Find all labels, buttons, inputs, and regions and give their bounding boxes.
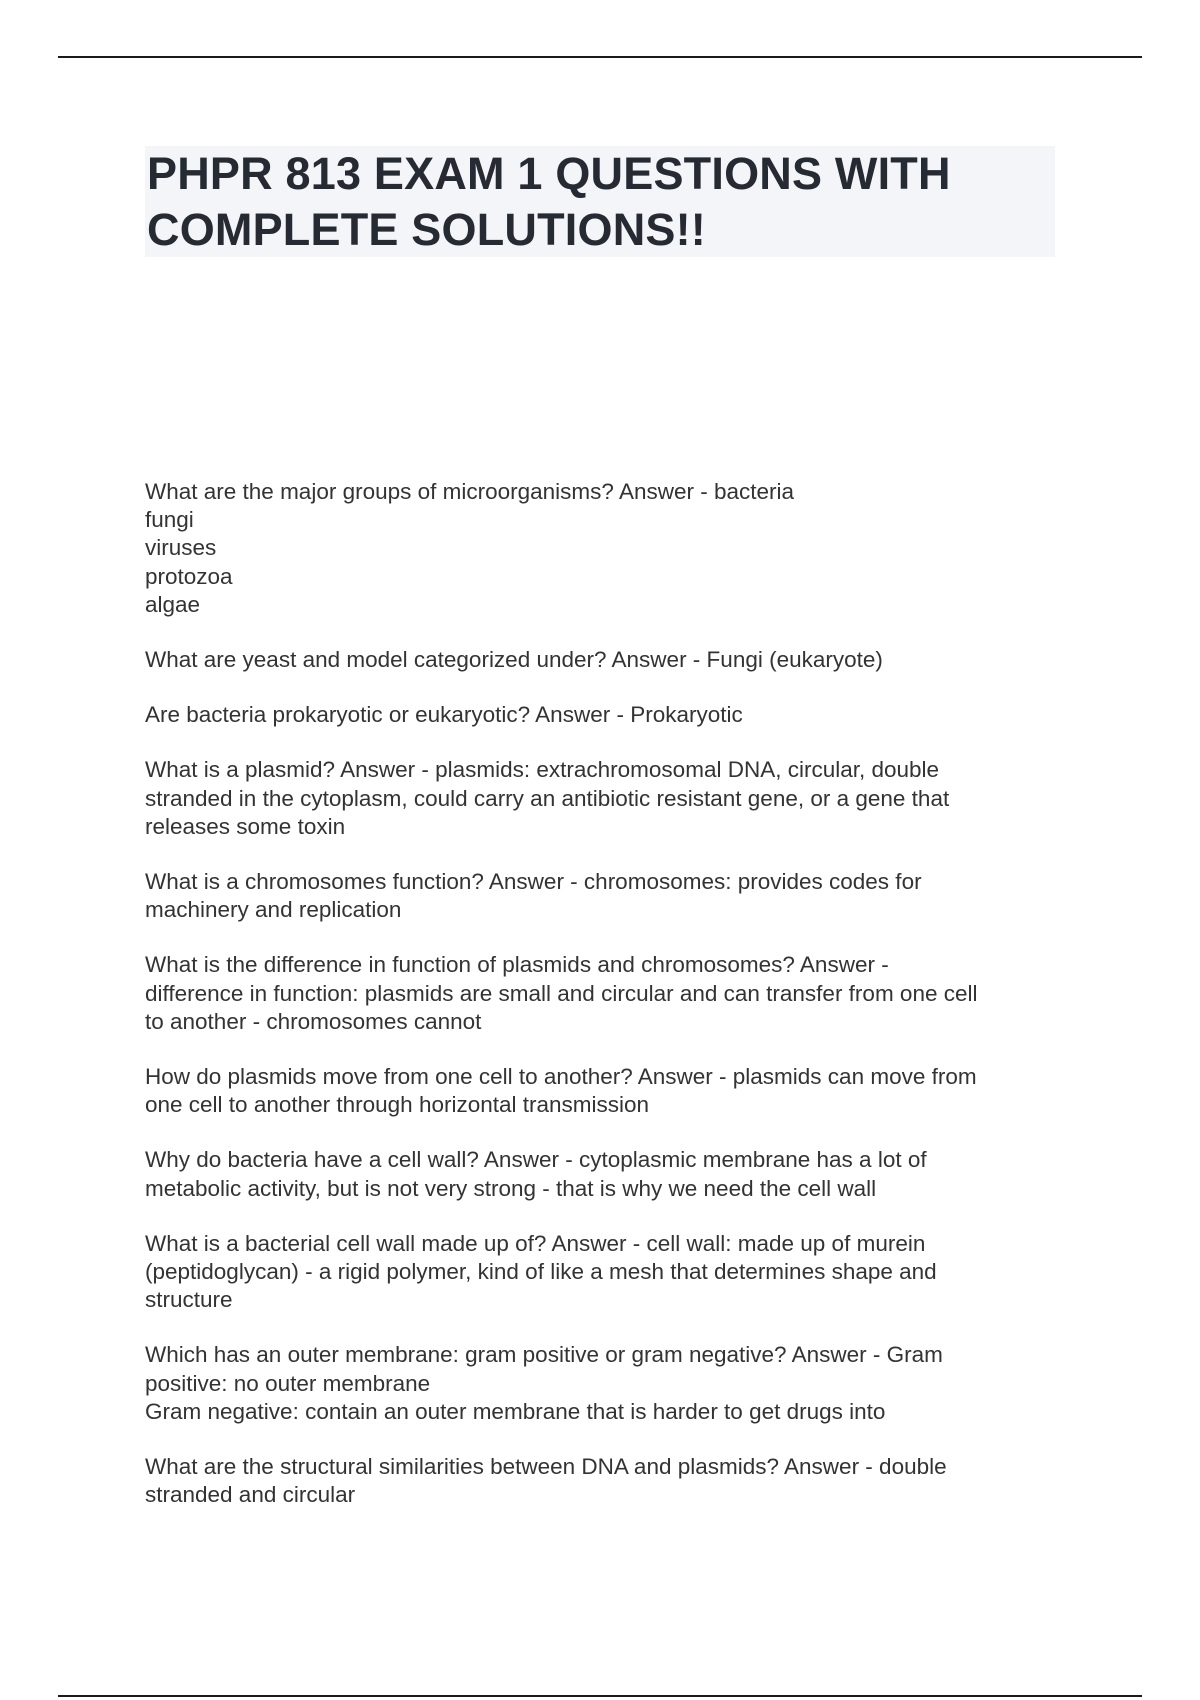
qa-line: What are the major groups of microorganisms? Answer - bacteria	[145, 479, 795, 504]
qa-line: fungi	[145, 507, 194, 533]
qa-line: stranded and circular	[145, 1482, 356, 1508]
qa-line: What are yeast and model categorized under? Answer - Fungi (eukaryote)	[145, 647, 883, 673]
qa-line: to another - chromosomes cannot	[145, 1008, 482, 1034]
qa-line: metabolic activity, but is not very strong - that is why we need the cell wall	[145, 1175, 877, 1201]
qa-list	[145, 478, 1060, 1536]
qa-line: stranded in the cytoplasm, could carry an antibiotic resistant gene, or a gene that	[145, 785, 950, 811]
qa-line: difference in function: plasmids are small and circular and can transfer from one cell	[145, 980, 978, 1006]
qa-line: (peptidoglycan) - a rigid polymer, kind of like a mesh that determines shape and	[145, 1259, 937, 1285]
qa-line: one cell to another through horizontal transmission	[145, 1092, 650, 1118]
qa-line: What are the structural similarities between DNA and plasmids? Answer - double	[145, 1454, 947, 1480]
qa-item	[145, 868, 1060, 924]
qa-line: Why do bacteria have a cell wall? Answer - cytoplasmic membrane has a lot of	[145, 1147, 927, 1173]
qa-item	[145, 951, 1060, 1036]
qa-line: releases some toxin	[145, 813, 346, 839]
document-title	[147, 146, 1055, 258]
qa-line: viruses	[145, 535, 217, 561]
qa-item	[145, 646, 1060, 674]
qa-item	[145, 1146, 1060, 1202]
qa-line: What is the difference in function of plasmids and chromosomes? Answer -	[145, 952, 889, 978]
qa-line: Which has an outer membrane: gram positive or gram negative? Answer - Gram	[145, 1342, 943, 1368]
qa-item	[145, 701, 1060, 729]
title-line: PHPR 813 EXAM 1 QUESTIONS WITH	[147, 148, 951, 199]
qa-item	[145, 1063, 1060, 1119]
qa-line: positive: no outer membrane	[145, 1370, 431, 1396]
qa-line: protozoa	[145, 563, 233, 589]
qa-line: Are bacteria prokaryotic or eukaryotic? Answer - Prokaryotic	[145, 702, 743, 728]
qa-item	[145, 478, 1060, 619]
qa-item	[145, 1341, 1060, 1426]
qa-line: What is a plasmid? Answer - plasmids: extrachromosomal DNA, circular, double	[145, 757, 940, 783]
qa-line: Gram negative: contain an outer membrane that is harder to get drugs into	[145, 1398, 886, 1424]
qa-item	[145, 756, 1060, 841]
top-divider	[58, 56, 1142, 58]
qa-item	[145, 1230, 1060, 1315]
qa-line: What is a bacterial cell wall made up of? Answer - cell wall: made up of murein	[145, 1230, 926, 1256]
qa-item	[145, 1453, 1060, 1509]
qa-line: structure	[145, 1287, 233, 1313]
qa-line: What is a chromosomes function? Answer - chromosomes: provides codes for	[145, 869, 922, 895]
qa-line: How do plasmids move from one cell to another? Answer - plasmids can move from	[145, 1064, 977, 1090]
bottom-divider	[58, 1695, 1142, 1697]
qa-line: machinery and replication	[145, 897, 402, 923]
qa-line: algae	[145, 591, 201, 617]
title-block	[145, 146, 1055, 257]
title-line: COMPLETE SOLUTIONS!!	[147, 204, 706, 255]
